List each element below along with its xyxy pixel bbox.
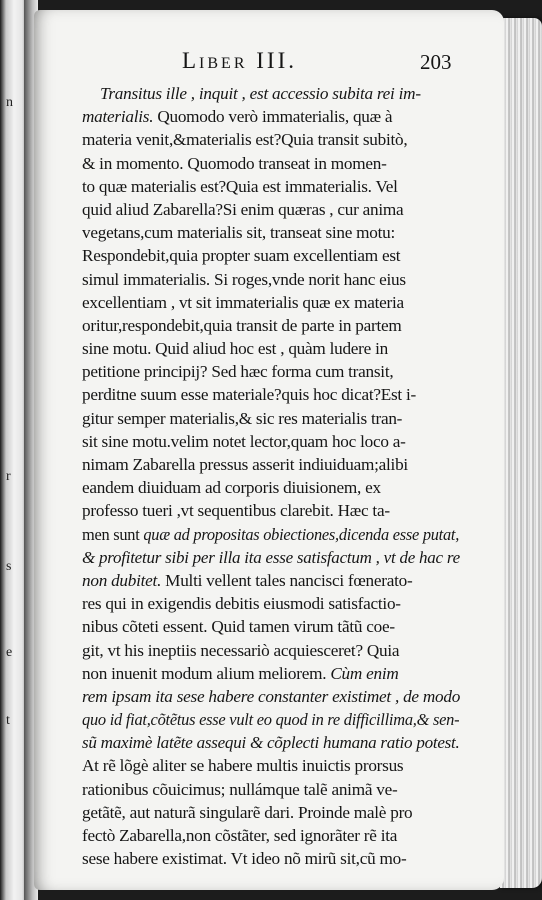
- italic-run: & profitetur sibi per illa ita esse satisfactum , vt de hac re: [82, 547, 460, 567]
- roman-run: non inuenit modum alium meliorem.: [82, 663, 331, 683]
- italic-run: Cùm enim: [330, 663, 399, 683]
- text-line: [82, 731, 460, 754]
- text-line: getãtẽ, aut naturã singularẽ dari. Proinde malè pro: [82, 802, 413, 822]
- italic-run: rem ipsam ita sese habere constanter existimet , de modo: [82, 686, 461, 706]
- text-line: [82, 569, 460, 592]
- text-line: materia venit,&materialis est?Quia transit subitò,: [82, 130, 408, 150]
- text-line: oritur,respondebit,quia transit de parte in partem: [82, 315, 402, 335]
- text-line: git, vt his ineptiis necessariò acquiesceret? Quia: [82, 640, 400, 660]
- italic-run: materialis.: [82, 107, 154, 127]
- text-line: professo tueri ,vt sequentibus clarebit. Hæc ta-: [82, 501, 390, 521]
- margin-fragment: s: [6, 559, 12, 574]
- italic-run: Transitus ille , inquit , est accessio subita rei im-: [100, 84, 421, 103]
- text-line: nimam Zabarella pressus asserit indiuiduam;alibi: [82, 455, 408, 474]
- page-stack-edges: [500, 18, 542, 888]
- text-line: rationibus cõuicimus; nullámque talẽ animã ve-: [82, 779, 398, 799]
- italic-run: non dubitet.: [82, 570, 162, 590]
- text-line: At rẽ lõgè aliter se habere multis inuictis prorsus: [82, 756, 404, 776]
- text-line: excellentiam , vt sit immaterialis quæ ex materia: [82, 292, 404, 312]
- text-line: [82, 685, 460, 708]
- text-line: nibus cõteti essent. Quid tamen virum tãtũ coe-: [82, 617, 395, 637]
- text-line: & in momento. Quomodo transeat in momen-: [82, 153, 387, 173]
- margin-fragment: e: [6, 645, 13, 660]
- italic-run: quæ ad propositas obiectiones,dicenda esse putat,: [143, 524, 460, 544]
- text-line: fectò Zabarella,non cõstãter, sed ignorãter rẽ ita: [82, 826, 398, 845]
- text-line: to quæ materialis est?Quia est immaterialis. Vel: [82, 176, 398, 196]
- text-line: Respondebit,quia propter suam excellentiam est: [82, 246, 401, 266]
- text-line: sine motu. Quid aliud hoc est , quàm ludere in: [82, 339, 388, 359]
- text-line: gitur semper materialis,& sic res materialis tran-: [82, 408, 403, 428]
- text-line: [82, 105, 460, 128]
- text-line: [82, 82, 460, 105]
- text-line: [82, 523, 460, 546]
- text-line: eandem diuiduam ad corporis diuisionem, ex: [82, 478, 381, 498]
- italic-run: sũ maximè latẽte assequi & cõplecti humana ratio potest.: [82, 733, 460, 753]
- roman-run: men sunt: [82, 524, 144, 544]
- text-line: sese habere existimat. Vt ideo nõ mirũ sit,cũ mo-: [82, 849, 407, 869]
- running-head: Liber III.: [182, 48, 297, 73]
- roman-run: Quomodo verò immaterialis, quæ à: [153, 107, 393, 127]
- page-number: 203: [420, 50, 452, 74]
- text-line: sit sine motu.velim notet lector,quam hoc loco a-: [82, 431, 406, 451]
- text-line: vegetans,cum materialis sit, transeat sine motu:: [82, 223, 396, 243]
- margin-fragment: n: [6, 95, 13, 110]
- text-line: petitione principij? Sed hæc forma cum transit,: [82, 362, 394, 382]
- text-line: res qui in exigendis debitis eiusmodi satisfactio-: [82, 594, 401, 614]
- roman-run: Multi vellent tales nancisci fœnerato-: [161, 570, 413, 590]
- margin-fragment: r: [6, 469, 11, 484]
- text-line: perditne suum esse materiale?quis hoc dicat?Est i-: [82, 385, 416, 405]
- text-line: [82, 708, 460, 731]
- text-line: quid aliud Zabarella?Si enim quæras , cur anima: [82, 199, 404, 219]
- page-header: [68, 48, 468, 82]
- italic-run: quo id fiat,cõtẽtus esse vult eo quod in re difficillima,& sen-: [82, 710, 460, 730]
- margin-fragment: t: [6, 713, 10, 728]
- text-line: simul immaterialis. Si roges,vnde norit hanc eius: [82, 269, 406, 289]
- text-line: [82, 662, 460, 685]
- text-line: [82, 546, 460, 569]
- body-text: [82, 82, 460, 870]
- book-page: [34, 10, 504, 890]
